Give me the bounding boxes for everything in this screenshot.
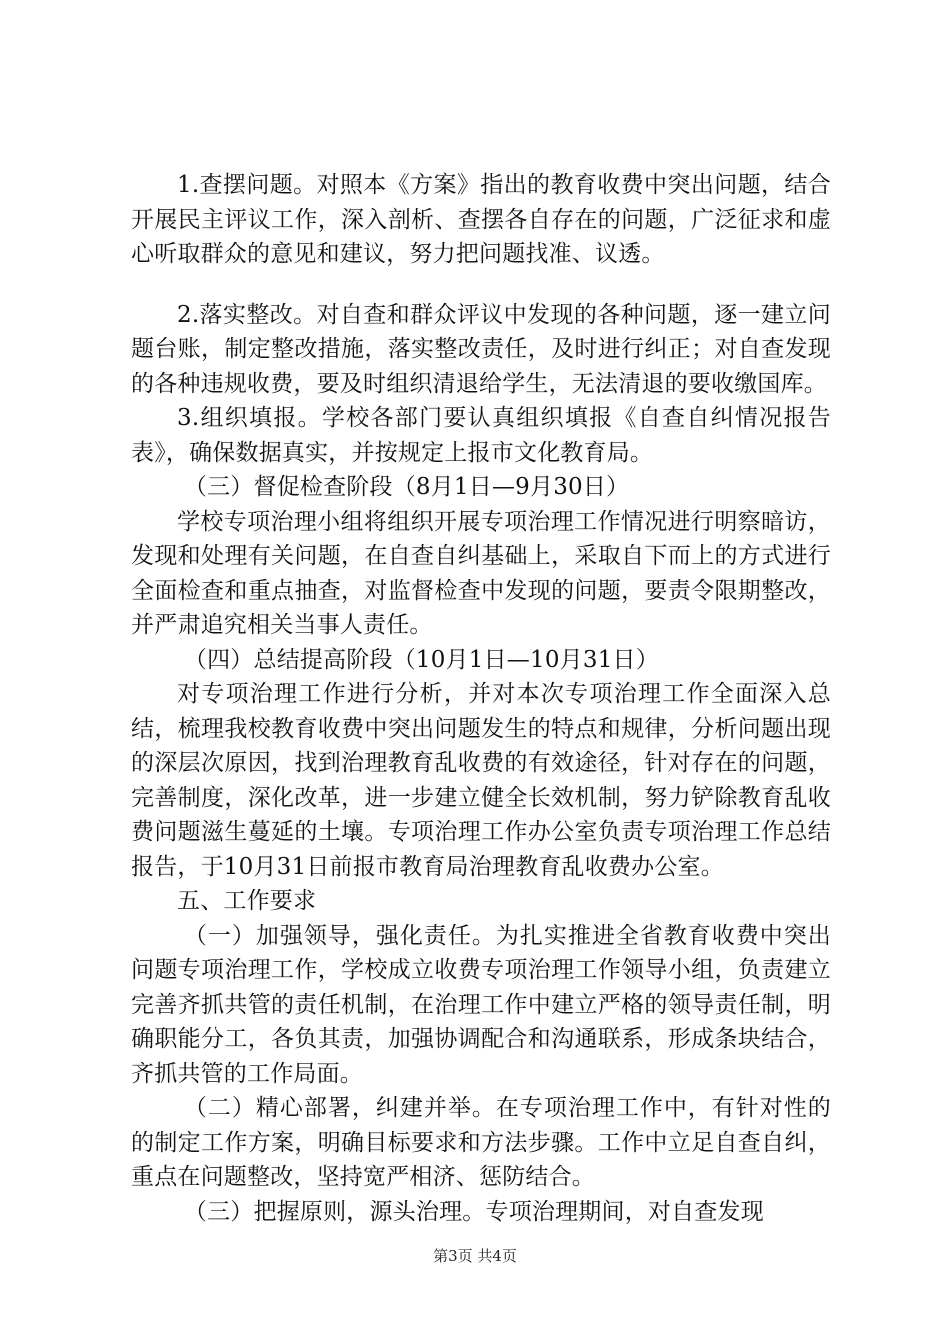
paragraph-organize-reporting: 3.组织填报。学校各部门要认真组织填报《自查自纠情况报告表》，确保数据真实，并按规定上报市文化教育局。	[131, 405, 831, 466]
page-footer: 第3页 共4页	[433, 1247, 517, 1265]
paragraph-check-problems: 1.查摆问题。对照本《方案》指出的教育收费中突出问题，结合开展民主评议工作，深入剖析、查摆各自存在的问题，广泛征求和虚心听取群众的意见和建议，努力把问题找准、议透。	[131, 172, 831, 267]
paragraph-principles: （三）把握原则，源头治理。专项治理期间，对自查发现	[183, 1198, 764, 1225]
heading-summary-stage: （四）总结提高阶段（10月1日—10月31日）	[183, 646, 659, 673]
paragraph-summary: 对专项治理工作进行分析，并对本次专项治理工作全面深入总结，梳理我校教育收费中突出问题发生的特点和规律，分析问题出现的深层次原因，找到治理教育乱收费的有效途径，针对存在的问题，完善制度，深化改革，进一步建立健全长效机制，努力铲除教育乱收费问题滋生蔓延的土壤。专项治理工作办公室负责专项治理工作总结报告，于10月31日前报市教育局治理教育乱收费办公室。	[131, 681, 831, 880]
heading-supervision-stage: （三）督促检查阶段（8月1日—9月30日）	[183, 474, 630, 500]
paragraph-supervision: 学校专项治理小组将组织开展专项治理工作情况进行明察暗访，发现和处理有关问题，在自查自纠基础上，采取自下而上的方式进行全面检查和重点抽查，对监督检查中发现的问题，要责令限期整改，并严肃追究相关当事人责任。	[131, 508, 831, 638]
paragraph-leadership: （一）加强领导，强化责任。为扎实推进全省教育收费中突出问题专项治理工作，学校成立收费专项治理工作领导小组，负责建立完善齐抓共管的责任机制，在治理工作中建立严格的领导责任制，明确职能分工，各负其责，加强协调配合和沟通联系，形成条块结合，齐抓共管的工作局面。	[131, 922, 831, 1087]
paragraph-implement-rectification: 2.落实整改。对自查和群众评议中发现的各种问题，逐一建立问题台账，制定整改措施，落实整改责任，及时进行纠正；对自查发现的各种违规收费，要及时组织清退给学生，无法清退的要收缴国库。	[131, 301, 831, 397]
document-body	[131, 168, 831, 1229]
paragraph-deployment: （二）精心部署，纠建并举。在专项治理工作中，有针对性的的制定工作方案，明确目标要求和方法步骤。工作中立足自查自纠，重点在问题整改，坚持宽严相济、惩防结合。	[131, 1095, 831, 1190]
heading-work-requirements: 五、工作要求	[177, 888, 317, 914]
